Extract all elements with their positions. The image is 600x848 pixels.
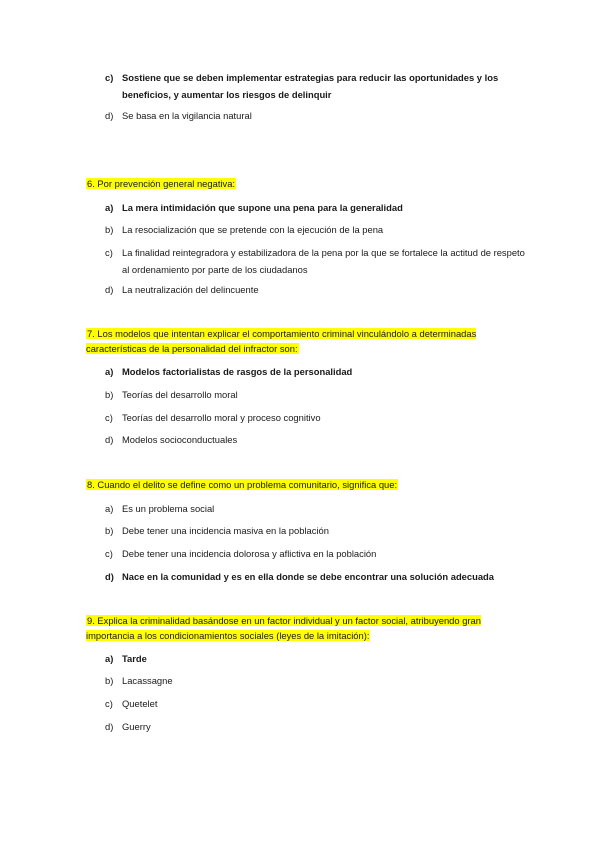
question-6 <box>86 176 514 191</box>
option-text: Es un problema social <box>122 503 215 514</box>
option-label: c) <box>105 548 113 559</box>
option-text: Quetelet <box>122 698 158 709</box>
option-text: Teorías del desarrollo moral y proceso cognitivo <box>122 412 321 423</box>
option-text: Sostiene que se deben implementar estrategias para reducir las oportunidades y los beneficios, y aumentar los riesgos de delinquir <box>122 72 499 100</box>
q8-option-d <box>105 568 525 585</box>
option-text: Nace en la comunidad y es en ella donde se debe encontrar una solución adecuada <box>122 571 494 582</box>
option-text: Modelos factorialistas de rasgos de la personalidad <box>122 366 353 377</box>
option-label: c) <box>105 698 113 709</box>
question-text: 8. Cuando el delito se define como un problema comunitario, significa que: <box>87 479 398 490</box>
q9-option-a <box>105 650 525 667</box>
option-text: Modelos socioconductuales <box>122 434 238 445</box>
option-label: d) <box>105 721 114 732</box>
option-text: Guerry <box>122 721 151 732</box>
option-label: b) <box>105 224 114 235</box>
question-text: 7. Los modelos que intentan explicar el comportamiento criminal vinculándolo a determinadas características de la personalidad del infractor son: <box>86 328 477 354</box>
option-label: d) <box>105 110 114 121</box>
option-text: Lacassagne <box>122 675 173 686</box>
q5-option-c <box>105 69 525 103</box>
option-label: d) <box>105 571 114 582</box>
option-label: a) <box>105 366 114 377</box>
option-label: a) <box>105 503 114 514</box>
option-text: Debe tener una incidencia dolorosa y aflictiva en la población <box>122 548 377 559</box>
option-text: Se basa en la vigilancia natural <box>122 110 252 121</box>
option-label: a) <box>105 653 114 664</box>
question-text: 9. Explica la criminalidad basándose en un factor individual y un factor social, atribuyendo gran importancia a los condicionamientos sociales (leyes de la imitación): <box>86 615 481 641</box>
option-label: c) <box>105 412 113 423</box>
q9-option-d <box>105 718 525 735</box>
q9-option-c <box>105 695 525 712</box>
option-text: La finalidad reintegradora y estabilizadora de la pena por la que se fortalece la actitud de respeto al ordenamiento por parte de los ciudadanos <box>122 247 525 275</box>
option-text: Debe tener una incidencia masiva en la población <box>122 525 329 536</box>
q7-option-d <box>105 431 525 448</box>
q6-option-d <box>105 281 525 298</box>
question-9 <box>86 613 514 643</box>
option-label: b) <box>105 389 114 400</box>
q9-option-b <box>105 672 525 689</box>
q6-option-c <box>105 244 525 278</box>
q7-option-a <box>105 363 525 380</box>
q7-option-b <box>105 386 525 403</box>
option-text: La neutralización del delincuente <box>122 284 259 295</box>
option-text: Teorías del desarrollo moral <box>122 389 238 400</box>
option-label: d) <box>105 284 114 295</box>
q7-option-c <box>105 409 525 426</box>
option-label: b) <box>105 675 114 686</box>
q8-option-c <box>105 545 525 562</box>
q6-option-b <box>105 221 525 238</box>
question-text: 6. Por prevención general negativa: <box>87 178 236 189</box>
option-label: c) <box>105 247 113 258</box>
option-label: c) <box>105 72 114 83</box>
option-text: Tarde <box>122 653 147 664</box>
question-8 <box>86 477 514 492</box>
q6-option-a <box>105 199 525 216</box>
q8-option-b <box>105 522 525 539</box>
q8-option-a <box>105 500 525 517</box>
q5-option-d <box>105 107 525 124</box>
option-text: La mera intimidación que supone una pena para la generalidad <box>122 202 403 213</box>
question-7 <box>86 326 514 356</box>
option-label: d) <box>105 434 114 445</box>
option-label: a) <box>105 202 114 213</box>
option-label: b) <box>105 525 114 536</box>
option-text: La resocialización que se pretende con la ejecución de la pena <box>122 224 384 235</box>
